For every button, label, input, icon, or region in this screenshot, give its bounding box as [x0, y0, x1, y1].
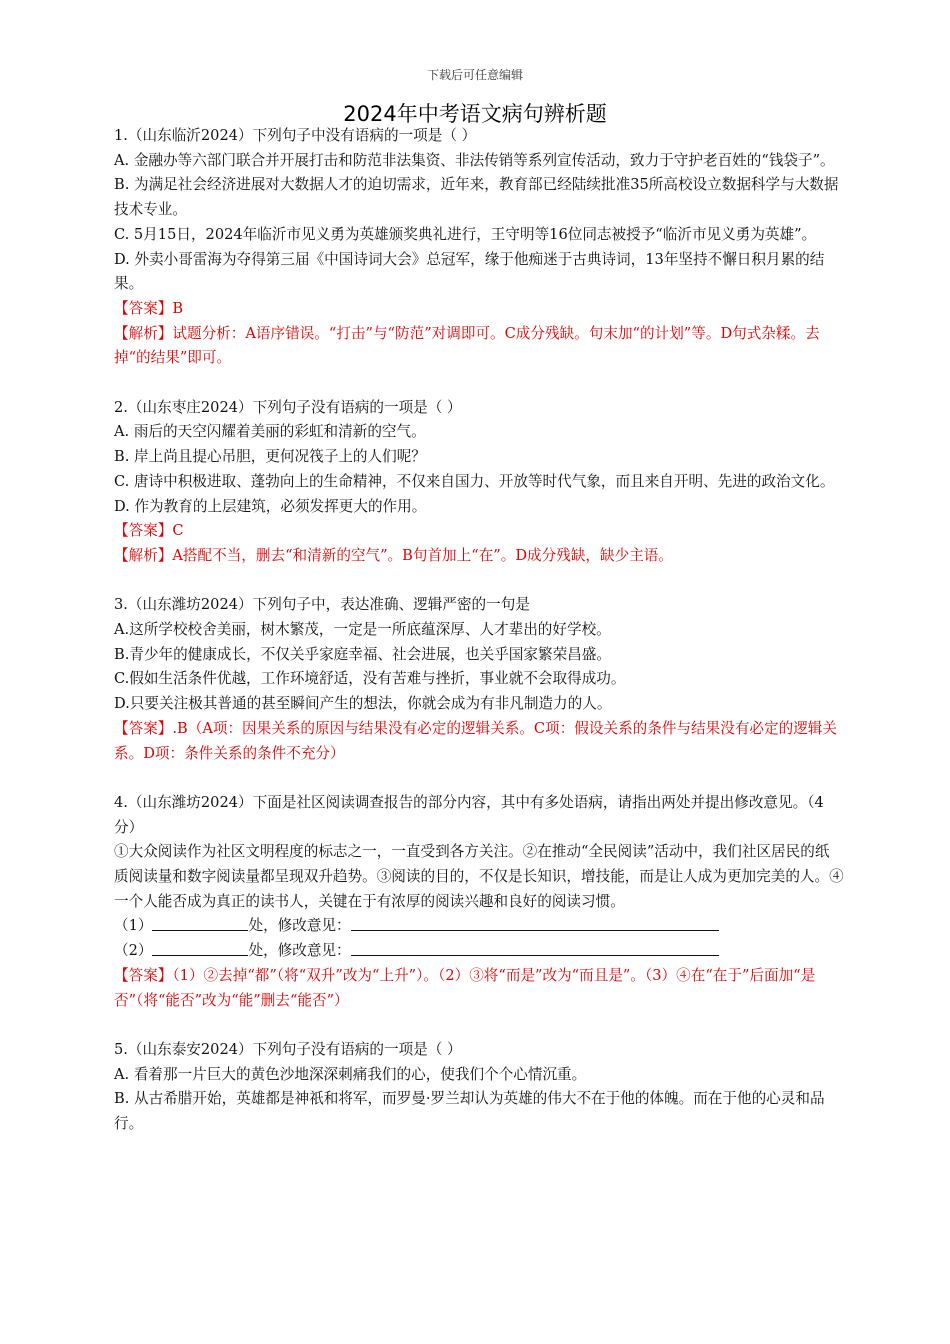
blank-1-fix-line	[351, 916, 719, 931]
question-4-stem: 4.（山东潍坊2024）下面是社区阅读调查报告的部分内容，其中有多处语病，请指出两处并提出修改意见。（4分）	[114, 793, 824, 836]
blank-1-location-line	[152, 916, 248, 931]
question-5-option-a: A. 看着那一片巨大的黄色沙地深深刺痛我们的心，使我们个个心情沉重。	[114, 1065, 587, 1083]
question-5-option-b: B. 从古希腊开始，英雄都是神祇和将军，而罗曼·罗兰却认为英雄的伟大不在于他的体魄。而在于他的心灵和品行。	[114, 1090, 825, 1133]
question-1-option-b: B. 为满足社会经济进展对大数据人才的迫切需求，近年来，教育部已经陆续批准35所高校设立数据科学与大数据技术专业。	[114, 176, 839, 219]
document-body	[114, 124, 844, 1137]
question-2-option-b: B. 岸上尚且提心吊胆，更何况筏子上的人们呢？	[114, 448, 426, 466]
question-3-answer: 【答案】.B（A项：因果关系的原因与结果没有必定的逻辑关系。C项：假设关系的条件与结果没有必定的逻辑关系。D项：条件关系的条件不充分）	[114, 719, 837, 762]
blank-2-mid-text: 处，修改意见：	[248, 942, 351, 960]
blank-2-location-line	[152, 941, 248, 956]
question-1-answer: 【答案】B	[114, 299, 184, 317]
question-2-answer: 【答案】C	[114, 522, 184, 540]
blank-1-mid-text: 处，修改意见：	[248, 917, 351, 935]
question-4-blank-2	[114, 939, 844, 964]
question-3-option-a: A.这所学校校舍美丽，树木繁茂，一定是一所底蕴深厚、人才辈出的好学校。	[114, 621, 611, 639]
blank-2-label: （2）	[114, 942, 153, 960]
question-1-stem: 1.（山东临沂2024）下列句子中没有语病的一项是（ ）	[114, 127, 477, 144]
header-note: 下载后可任意编辑	[426, 68, 523, 82]
document-title: 2024年中考语文病句辨析题	[343, 102, 607, 126]
blank-1-label: （1）	[114, 917, 153, 935]
question-1-option-c: C. 5月15日，2024年临沂市见义勇为英雄颁奖典礼进行，王守明等16位同志被授予“临沂市见义勇为英雄”。	[114, 225, 817, 243]
question-4-passage: ①大众阅读作为社区文明程度的标志之一，一直受到各方关注。②在推动“全民阅读”活动中，我们社区居民的纸质阅读量和数字阅读量都呈现双升趋势。③阅读的目的，不仅是长知识，增技能，而是让人成为更加完美的人。④一个人能否成为真正的读书人，关键在于有浓厚的阅读兴趣和良好的阅读习惯。	[114, 843, 844, 910]
question-2-analysis: 【解析】A搭配不当，删去“和清新的空气”。B句首加上“在”。D成分残缺，缺少主语。	[114, 546, 673, 564]
question-4-blank-1	[114, 914, 844, 939]
question-1-option-d: D. 外卖小哥雷海为夺得第三届《中国诗词大会》总冠军，缘于他痴迷于古典诗词，13年坚持不懈日积月累的结果。	[114, 250, 825, 293]
question-3-option-b: B.青少年的健康成长，不仅关乎家庭幸福、社会进展，也关乎国家繁荣昌盛。	[114, 645, 611, 663]
question-2-stem: 2.（山东枣庄2024）下列句子没有语病的一项是（ ）	[114, 398, 462, 416]
question-5-stem: 5.（山东泰安2024）下列句子没有语病的一项是（ ）	[114, 1040, 462, 1058]
question-1-option-a: A. 金融办等六部门联合并开展打击和防范非法集资、非法传销等系列宣传活动，致力于守护老百姓的“钱袋子”。	[114, 151, 835, 169]
question-3-option-d: D.只要关注极其普通的甚至瞬间产生的想法，你就会成为有非凡制造力的人。	[114, 695, 612, 713]
question-2-option-d: D. 作为教育的上层建筑，必须发挥更大的作用。	[114, 497, 427, 515]
question-2-option-a: A. 雨后的天空闪耀着美丽的彩虹和清新的空气。	[114, 423, 426, 441]
question-4-answer: 【答案】（1）②去掉“都”（将“双升”改为“上升”）。（2）③将“而是”改为“而且是”。（3）④在“在于”后面加“是否”（将“能否”改为“能”删去“能否”）	[114, 966, 816, 1009]
question-1-analysis: 【解析】试题分析：A语序错误。“打击”与“防范”对调即可。C成分残缺。句末加“的计划”等。D句式杂糅。去掉“的结果”即可。	[114, 324, 820, 367]
blank-2-fix-line	[351, 941, 719, 956]
question-3-option-c: C.假如生活条件优越，工作环境舒适，没有苦难与挫折，事业就不会取得成功。	[114, 670, 626, 688]
question-3-stem: 3.（山东潍坊2024）下列句子中，表达准确、逻辑严密的一句是	[114, 596, 530, 614]
question-2-option-c: C. 唐诗中积极进取、蓬勃向上的生命精神，不仅来自国力、开放等时代气象，而且来自开明、先进的政治文化。	[114, 472, 835, 490]
